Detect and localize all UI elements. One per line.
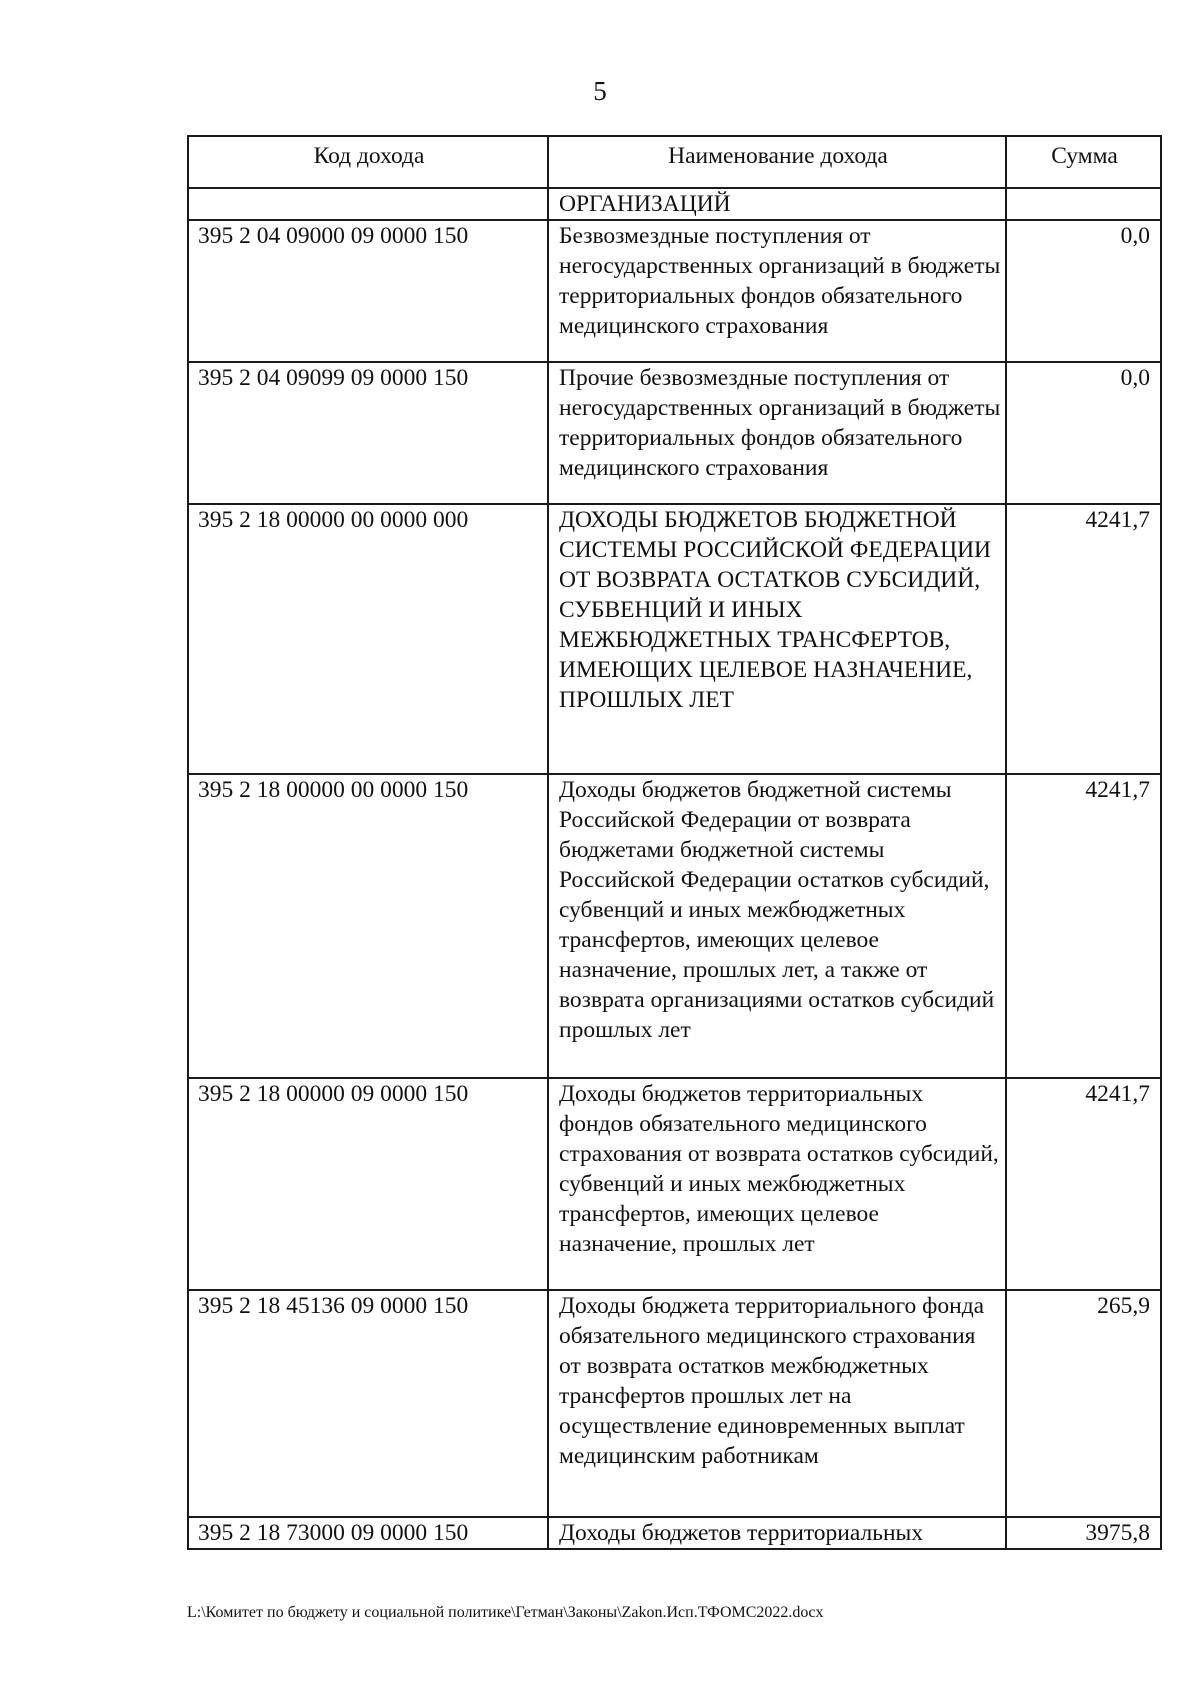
income-sum: 0,0 [1006,220,1161,362]
page-number: 5 [593,76,607,106]
header-sum: Сумма [1006,136,1161,188]
income-code [188,188,548,220]
income-name: ДОХОДЫ БЮДЖЕТОВ БЮДЖЕТНОЙ СИСТЕМЫ РОССИЙСКОЙ ФЕДЕРАЦИИ ОТ ВОЗВРАТА ОСТАТКОВ СУБСИДИЙ, СУБВЕНЦИЙ И ИНЫХ МЕЖБЮДЖЕТНЫХ ТРАНСФЕРТОВ, ИМЕЮЩИХ ЦЕЛЕВОЕ НАЗНАЧЕНИЕ, ПРОШЛЫХ ЛЕТ [548,504,1006,774]
table-row [188,188,1161,220]
table-row [188,504,1161,774]
income-code: 395 2 18 00000 00 0000 150 [188,774,548,1078]
income-name: Доходы бюджетов территориальных фондов обязательного медицинского страхования от возврата остатков субсидий, субвенций и иных межбюджетных трансфертов, имеющих целевое назначение, прошлых лет [548,1078,1006,1290]
table-row [188,774,1161,1078]
income-name: Доходы бюджета территориального фонда обязательного медицинского страхования от возврата остатков межбюджетных трансфертов прошлых лет на осуществление единовременных выплат медицинским работникам [548,1290,1006,1517]
income-code: 395 2 18 00000 00 0000 000 [188,504,548,774]
income-code: 395 2 18 45136 09 0000 150 [188,1290,548,1517]
table-header-row [188,136,1161,188]
income-name: Доходы бюджетов территориальных [548,1517,1006,1549]
header-code: Код дохода [188,136,548,188]
income-table [187,135,1162,1550]
income-name: Безвозмездные поступления от негосударственных организаций в бюджеты территориальных фондов обязательного медицинского страхования [548,220,1006,362]
income-code: 395 2 04 09000 09 0000 150 [188,220,548,362]
income-name: ОРГАНИЗАЦИЙ [548,188,1006,220]
income-name: Прочие безвозмездные поступления от негосударственных организаций в бюджеты территориальных фондов обязательного медицинского страхования [548,362,1006,504]
income-sum: 4241,7 [1006,504,1161,774]
income-code: 395 2 18 00000 09 0000 150 [188,1078,548,1290]
income-sum [1006,188,1161,220]
income-sum: 0,0 [1006,362,1161,504]
table-row [188,220,1161,362]
income-sum: 3975,8 [1006,1517,1161,1549]
income-code: 395 2 04 09099 09 0000 150 [188,362,548,504]
income-sum: 265,9 [1006,1290,1161,1517]
income-sum: 4241,7 [1006,1078,1161,1290]
table-row [188,1290,1161,1517]
file-path-footer: L:\Комитет по бюджету и социальной политике\Гетман\Законы\Zakon.Исп.ТФОМС2022.docx [187,1604,824,1621]
table-row [188,1517,1161,1549]
header-name: Наименование дохода [548,136,1006,188]
table-row [188,1078,1161,1290]
income-sum: 4241,7 [1006,774,1161,1078]
income-code: 395 2 18 73000 09 0000 150 [188,1517,548,1549]
income-name: Доходы бюджетов бюджетной системы Российской Федерации от возврата бюджетами бюджетной системы Российской Федерации остатков субсидий, субвенций и иных межбюджетных трансфертов, имеющих целевое назначение, прошлых лет, а также от возврата организациями остатков субсидий прошлых лет [548,774,1006,1078]
table-row [188,362,1161,504]
